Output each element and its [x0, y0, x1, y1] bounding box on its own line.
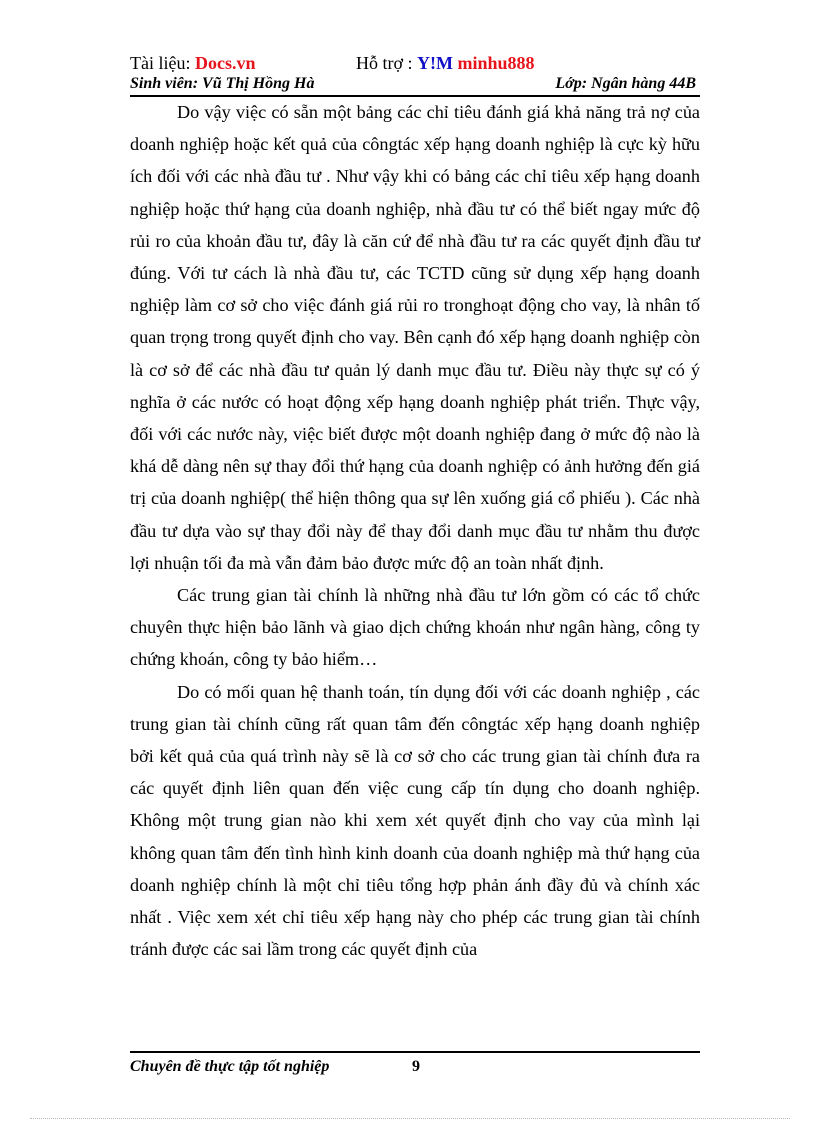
page-footer: [130, 1051, 700, 1079]
watermark-brand[interactable]: Docs.vn: [194, 53, 256, 73]
paragraph: Các trung gian tài chính là những nhà đầu tư lớn gồm có các tổ chức chuyên thực hiện bảo lãnh và giao dịch chứng khoán như ngân hàng, công ty chứng khoán, công ty bảo hiểm…: [130, 585, 700, 670]
watermark-right-label: Hỗ trợ :: [356, 53, 418, 73]
document-body: [130, 96, 700, 965]
page-edge-divider: [30, 1118, 790, 1119]
header-student: Sinh viên: Vũ Thị Hồng Hà: [130, 75, 315, 92]
watermark-left-label: Tài liệu:: [130, 53, 195, 73]
paragraph: Do vậy việc có sẵn một bảng các chỉ tiêu đánh giá khả năng trả nợ của doanh nghiệp hoặc kết quả của côngtác xếp hạng doanh nghiệp là cực kỳ hữu ích đối với các nhà đầu tư . Như vậy khi có bảng các chỉ tiêu xếp hạng doanh nghiệp hoặc thứ hạng của doanh nghiệp, nhà đầu tư có thể biết ngay mức độ rủi ro của khoản đầu tư, đây là căn cứ để nhà đầu tư ra các quyết định đầu tư đúng. Với tư cách là nhà đầu tư, các TCTD cũng sử dụng xếp hạng doanh nghiệp làm cơ sở cho việc đánh giá rủi ro tronghoạt động cho vay, là nhân tố quan trọng trong quyết định cho vay. Bên cạnh đó xếp hạng doanh nghiệp còn là cơ sở để các nhà đầu tư quản lý danh mục đầu tư. Điều này thực sự có ý nghĩa ở các nước có hoạt động xếp hạng doanh nghiệp phát triển. Thực vậy, đối với các nước này, việc biết được một doanh nghiệp đang ở mức độ nào là khá dễ dàng nên sự thay đổi thứ hạng của doanh nghiệp có ảnh hưởng đến giá trị của doanh nghiệp( thể hiện thông qua sự lên xuống giá cổ phiếu ). Các nhà đầu tư dựa vào sự thay đổi này để thay đổi danh mục đầu tư nhằm thu được lợi nhuận tối đa mà vẫn đảm bảo được mức độ an toàn nhất định.: [130, 102, 700, 573]
footer-title: Chuyên đề thực tập tốt nghiệp: [130, 1058, 330, 1075]
watermark-docs-link[interactable]: [130, 52, 256, 74]
paragraph: Do có mối quan hệ thanh toán, tín dụng đối với các doanh nghiệp , các trung gian tài chính cũng rất quan tâm đến côngtác xếp hạng doanh nghiệp bởi kết quả của quá trình này sẽ là cơ sở cho các trung gian tài chính đưa ra các quyết định liên quan đến việc cung cấp tín dụng cho doanh nghiệp. Không một trung gian nào khi xem xét quyết định cho vay của mình lại không quan tâm đến tình hình kinh doanh của doanh nghiệp mà thứ hạng của doanh nghiệp chính là một chỉ tiêu tổng hợp phản ánh đầy đủ và chính xác nhất . Việc xem xét chỉ tiêu xếp hạng này cho phép các trung gian tài chính tránh được các sai lầm trong các quyết định của: [130, 681, 700, 960]
page-header: [130, 74, 700, 97]
watermark-ym-id: minhu888: [453, 53, 535, 73]
watermark-ym: Y!M: [417, 53, 453, 73]
page-number: 9: [412, 1058, 420, 1075]
watermark-support: [356, 52, 535, 74]
header-class: Lớp: Ngân hàng 44B: [555, 75, 696, 92]
